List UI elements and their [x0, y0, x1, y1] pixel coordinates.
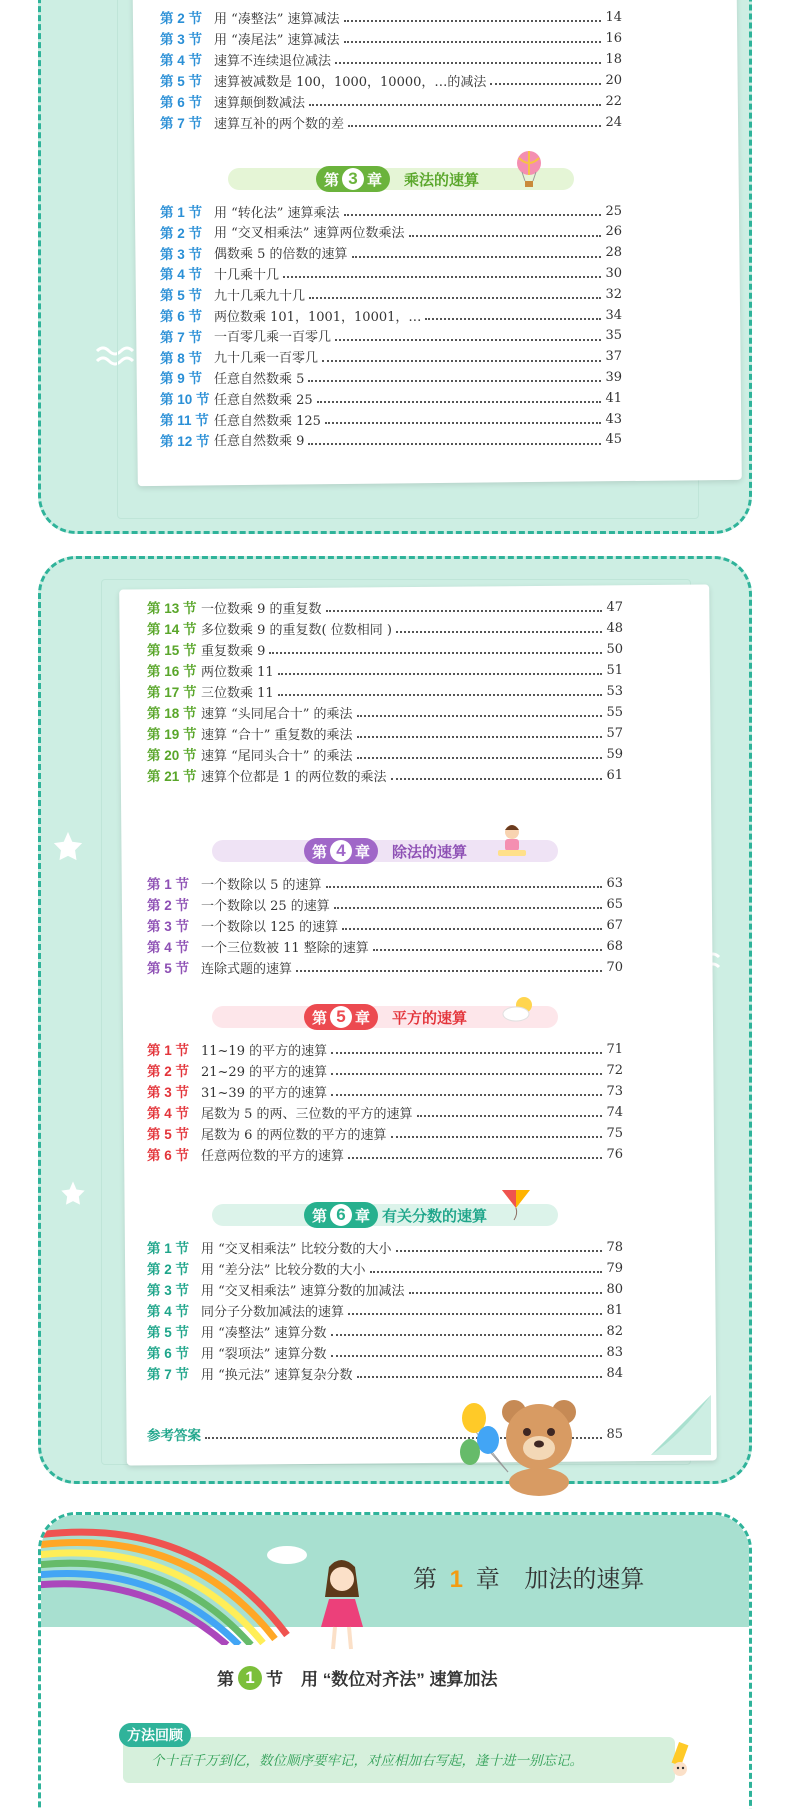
star-icon: [51, 829, 85, 863]
toc-entry[interactable]: [160, 69, 622, 91]
toc-entry[interactable]: [160, 429, 622, 451]
toc-page-number: 28: [605, 245, 622, 261]
toc-page-number: 51: [606, 662, 623, 678]
leader-dots: [357, 736, 603, 738]
toc-section-number: 第 3 节: [160, 32, 203, 47]
toc-section-number: 第 1 节: [147, 1043, 190, 1058]
toc-entry[interactable]: [147, 893, 623, 915]
toc-section-title: 一个数除以 25 的速算: [201, 898, 330, 914]
leader-dots: [342, 928, 602, 930]
toc-section-number: 第 10 节: [160, 392, 210, 408]
toc-section-title: 速算个位都是 1 的两位数的乘法: [201, 769, 387, 785]
chapter-1-header: [413, 1559, 644, 1594]
toc-section-title: 用 “裂项法” 速算分数: [201, 1346, 327, 1362]
toc-section-number: 第 15 节: [147, 643, 197, 658]
leader-dots: [357, 715, 603, 717]
toc-page-number: 84: [606, 1365, 623, 1381]
toc-section-number: 第 4 节: [147, 940, 190, 955]
toc-page-number: 50: [606, 641, 623, 657]
toc-section-number: 第 5 节: [147, 1325, 190, 1340]
toc-page-number: 74: [606, 1104, 623, 1120]
toc-page-number: 24: [605, 114, 622, 130]
toc-entry[interactable]: [147, 764, 623, 786]
toc-section-number: 第 3 节: [147, 1085, 190, 1100]
toc-page-number: 63: [606, 875, 623, 891]
toc-section-number: 第 6 节: [147, 1148, 190, 1163]
toc-section-title: 用 “转化法” 速算乘法: [214, 205, 340, 221]
toc-entry[interactable]: [160, 242, 622, 264]
toc-section-number: 第 19 节: [147, 727, 197, 742]
girl-reading-icon: [492, 822, 532, 862]
chapter-1-number: 1: [449, 1566, 464, 1593]
toc-section-title: 速算 “头同尾合十” 的乘法: [201, 706, 353, 722]
leader-dots: [348, 1157, 602, 1159]
method-review-text: 个十百千万到亿，数位顺序要牢记，对应相加右写起，逢十进一别忘记。: [151, 1753, 583, 1769]
chapter-4-title: 除法的速算: [392, 844, 468, 861]
toc-entry[interactable]: [160, 346, 622, 368]
toc-section-number: 第 20 节: [147, 748, 197, 763]
leader-dots: [344, 41, 602, 43]
toc-entry[interactable]: [160, 48, 622, 70]
toc-section-title: 十几乘十几: [214, 267, 280, 283]
chapter-3-post: 章: [367, 171, 383, 189]
leader-dots: [269, 652, 602, 654]
toc-section-title: 一个数除以 5 的速算: [201, 877, 322, 893]
toc-section-title: 三位数乘 11: [201, 685, 274, 701]
leader-dots: [331, 1355, 603, 1357]
toc-page-number: 59: [606, 746, 623, 762]
section-1-title: 用 “数位对齐法” 速算加法: [301, 1670, 498, 1689]
toc-section-title: 用 “差分法” 比较分数的大小: [201, 1262, 366, 1278]
toc-entry[interactable]: [160, 6, 622, 28]
leader-dots: [409, 1292, 603, 1294]
toc-section-number: 第 17 节: [147, 685, 197, 700]
toc-page-number: 80: [606, 1281, 623, 1297]
toc-page-number: 14: [605, 9, 622, 25]
chapter-5-post: 章: [355, 1009, 371, 1027]
toc-section-title: 任意自然数乘 9: [214, 434, 305, 450]
leader-dots: [396, 631, 603, 633]
toc-page-number: 45: [605, 432, 622, 448]
toc-section-number: 第 18 节: [147, 706, 197, 721]
toc-page-number: 71: [606, 1041, 623, 1057]
toc-section-number: 第 5 节: [160, 288, 203, 304]
toc-section-title: 速算颠倒数减法: [214, 95, 306, 111]
toc-entry[interactable]: [147, 1320, 623, 1342]
leader-dots: [334, 907, 603, 909]
toc-entry[interactable]: [147, 1278, 623, 1300]
toc-page-number: 35: [605, 328, 622, 344]
toc-entry[interactable]: [147, 1038, 623, 1060]
toc-entry[interactable]: [160, 304, 622, 326]
toc-page-number: 75: [606, 1125, 623, 1141]
toc-section-title: 同分子分数加减法的速算: [201, 1304, 345, 1320]
leader-dots: [331, 1052, 602, 1054]
toc-section-number: 第 8 节: [160, 350, 203, 366]
leader-dots: [331, 1334, 603, 1336]
leader-dots: [317, 401, 602, 403]
bear-with-balloons-illustration: [460, 1392, 580, 1496]
toc-entry[interactable]: [160, 387, 622, 409]
chapter-5-pre: 第: [312, 1009, 328, 1027]
chapter-5-title: 平方的速算: [392, 1010, 468, 1027]
toc-entry[interactable]: [160, 408, 622, 430]
chapter-1-title: 加法的速算: [524, 1566, 645, 1593]
toc-page-number: 22: [605, 93, 622, 109]
toc-section-title: 任意自然数乘 5: [214, 371, 305, 387]
leader-dots: [331, 1073, 602, 1075]
leader-dots: [344, 20, 602, 22]
toc-entry[interactable]: [147, 1059, 623, 1081]
toc-entry[interactable]: [160, 366, 622, 388]
chapter-5-tag: [304, 1004, 378, 1030]
kite-icon: [498, 1186, 534, 1222]
toc-page-number: 55: [606, 704, 623, 720]
toc-section-title: 一个三位数被 11 整除的速算: [201, 940, 369, 956]
toc-section-number: 第 5 节: [147, 1127, 190, 1142]
toc-page-number: 72: [606, 1062, 623, 1078]
answers-label: 参考答案: [147, 1428, 201, 1443]
leader-dots: [322, 360, 601, 362]
toc-section-number: 第 7 节: [147, 1367, 190, 1382]
leader-dots: [326, 610, 603, 612]
toc-page-number: 81: [606, 1302, 623, 1318]
toc-page-number: 20: [605, 72, 622, 88]
toc-entry[interactable]: [160, 111, 622, 133]
toc-section-title: 用 “凑整法” 速算减法: [214, 11, 340, 27]
toc-section-title: 一百零几乘一百零几: [214, 330, 332, 346]
leader-dots: [391, 1136, 603, 1138]
toc-section-title: 一个数除以 125 的速算: [201, 919, 339, 935]
toc-page-number: 65: [606, 896, 623, 912]
toc-page-number: 41: [605, 390, 622, 406]
toc-section-title: 速算 “尾同头合十” 的乘法: [201, 748, 353, 764]
toc-entry[interactable]: [147, 935, 623, 957]
toc-page-number: 61: [606, 767, 623, 783]
leader-dots: [325, 422, 602, 424]
toc-section-number: 第 6 节: [147, 1346, 190, 1361]
leader-dots: [348, 125, 601, 127]
toc-section-number: 第 6 节: [160, 95, 203, 110]
toc-entry[interactable]: [147, 659, 623, 681]
toc-section-title: 两位数乘 11: [201, 664, 274, 680]
leader-dots: [352, 256, 602, 258]
leader-dots: [309, 104, 601, 106]
leader-dots: [283, 276, 601, 278]
toc-entry[interactable]: [147, 872, 623, 894]
toc-section-title: 用 “凑整法” 速算分数: [201, 1325, 327, 1341]
chapter-3-tag: [316, 166, 390, 192]
toc-section-number: 第 4 节: [147, 1304, 190, 1319]
toc-section-number: 第 13 节: [147, 601, 197, 616]
chapter-4-number: 4: [330, 840, 352, 862]
method-review-label: 方法回顾: [119, 1723, 191, 1747]
toc-entry[interactable]: [147, 1143, 623, 1165]
toc-entry[interactable]: [147, 1341, 623, 1363]
leader-dots: [373, 949, 603, 951]
toc-entry[interactable]: [160, 221, 622, 243]
toc-page-number: 76: [606, 1146, 623, 1162]
toc-page-number: 39: [605, 369, 622, 385]
toc-section-title: 两位数乘 101，1001，10001，…: [214, 309, 422, 325]
leader-dots: [357, 1376, 603, 1378]
toc-section-title: 任意自然数乘 125: [214, 413, 321, 429]
toc-entry[interactable]: [160, 262, 622, 284]
toc-section-number: 第 4 节: [147, 1106, 190, 1121]
answers-page: 85: [606, 1426, 623, 1442]
toc-entry[interactable]: [147, 638, 623, 660]
toc-page-number: 53: [606, 683, 623, 699]
section-1-post: 节: [266, 1670, 283, 1689]
toc-section-number: 第 5 节: [147, 961, 190, 976]
toc-page-number: 32: [605, 286, 622, 302]
toc-section-title: 任意两位数的平方的速算: [201, 1148, 345, 1164]
chapter-3-pre: 第: [324, 171, 340, 189]
chapter-6-title: 有关分数的速算: [382, 1208, 488, 1225]
toc-entry[interactable]: [147, 956, 623, 978]
leader-dots: [309, 297, 601, 299]
toc-entry[interactable]: [147, 1299, 623, 1321]
toc-section-number: 第 1 节: [147, 877, 190, 892]
toc-section-number: 第 7 节: [160, 329, 203, 345]
toc-page-number: 57: [606, 725, 623, 741]
toc-section-title: 31~39 的平方的速算: [201, 1085, 328, 1101]
toc-section-title: 尾数为 5 的两、三位数的平方的速算: [201, 1106, 413, 1122]
toc-section-number: 第 1 节: [160, 205, 203, 220]
toc-page-number: 47: [606, 599, 623, 615]
toc-page-number: 73: [606, 1083, 623, 1099]
toc-page-number: 25: [605, 203, 622, 219]
toc-section-number: 第 1 节: [147, 1241, 190, 1256]
section-1-pre: 第: [217, 1670, 234, 1689]
leader-dots: [331, 1094, 602, 1096]
toc-page-number: 37: [605, 349, 622, 365]
hot-air-balloon-icon: [514, 150, 544, 190]
leader-dots: [278, 694, 603, 696]
toc-section-number: 第 3 节: [147, 919, 190, 934]
toc-page-number: 16: [605, 30, 622, 46]
toc-section-number: 第 12 节: [160, 433, 210, 449]
sun-cloud-icon: [500, 994, 540, 1024]
chapter-6-number: 6: [330, 1204, 352, 1226]
toc-entry[interactable]: [147, 1080, 623, 1102]
toc-section-number: 第 14 节: [147, 622, 197, 637]
chapter-6-pre: 第: [312, 1207, 328, 1225]
toc-entry[interactable]: [147, 1257, 623, 1279]
leader-dots: [490, 83, 601, 85]
toc-page-number: 82: [606, 1323, 623, 1339]
toc-entry[interactable]: [147, 1122, 623, 1144]
toc-section-title: 偶数乘 5 的倍数的速算: [214, 247, 348, 263]
toc-section-title: 多位数乘 9 的重复数( 位数相同 ): [201, 622, 392, 638]
toc-section-title: 速算互补的两个数的差: [214, 116, 345, 132]
toc-section-number: 第 2 节: [160, 11, 203, 26]
toc-section-title: 用 “凑尾法” 速算减法: [214, 32, 340, 48]
toc-page-number: 48: [606, 620, 623, 636]
pencil-icon: [663, 1741, 697, 1777]
leader-dots: [409, 235, 602, 237]
chapter-3-number: 3: [342, 168, 364, 190]
toc-page-number: 43: [605, 411, 622, 427]
leader-dots: [391, 778, 603, 780]
chapter-4-post: 章: [355, 843, 371, 861]
leader-dots: [335, 339, 601, 341]
toc-section-title: 用 “交叉相乘法” 速算两位数乘法: [214, 226, 405, 242]
toc-entry[interactable]: [147, 1236, 623, 1258]
leader-dots: [308, 380, 601, 382]
toc-entry[interactable]: [147, 1362, 623, 1384]
section-1-header: [217, 1665, 497, 1690]
toc-section-number: 第 4 节: [160, 53, 203, 68]
leader-dots: [370, 1271, 603, 1273]
rainbow-illustration: [38, 1515, 317, 1645]
toc-section-title: 任意自然数乘 25: [214, 392, 313, 408]
toc-section-number: 第 4 节: [160, 267, 203, 283]
toc-section-number: 第 6 节: [160, 309, 203, 324]
toc-section-title: 11~19 的平方的速算: [201, 1043, 328, 1059]
toc-section-number: 第 11 节: [160, 413, 209, 428]
chapter-1-pre: 第: [413, 1566, 437, 1593]
toc-section-title: 九十几乘九十几: [214, 288, 306, 304]
toc-page-number: 70: [606, 959, 623, 975]
toc-section-title: 用 “交叉相乘法” 速算分数的加减法: [201, 1283, 405, 1299]
chapter-1-post: 章: [475, 1566, 500, 1593]
toc-section-number: 第 16 节: [147, 664, 197, 679]
toc-entry[interactable]: [147, 701, 623, 723]
chapter-3-title: 乘法的速算: [404, 172, 480, 189]
toc-entry[interactable]: [147, 680, 623, 702]
toc-page-number: 68: [606, 938, 623, 954]
section-1-number: 1: [238, 1666, 262, 1690]
toc-page-number: 34: [605, 307, 622, 323]
toc-page-number: 26: [605, 224, 622, 240]
chapter-4-tag: [304, 838, 378, 864]
toc-page-number: 30: [605, 265, 622, 281]
star-icon: [59, 1179, 87, 1207]
leader-dots: [344, 214, 602, 216]
toc-entry[interactable]: [160, 27, 622, 49]
toc-entry[interactable]: [147, 743, 623, 765]
toc-section-title: 连除式题的速算: [201, 961, 293, 977]
toc-page-number: 67: [606, 917, 623, 933]
toc-entry[interactable]: [147, 914, 623, 936]
toc-section-number: 第 2 节: [147, 1262, 190, 1277]
leader-dots: [417, 1115, 603, 1117]
toc-page-number: 78: [606, 1239, 623, 1255]
chapter-4-pre: 第: [312, 843, 328, 861]
toc-section-number: 第 3 节: [147, 1283, 190, 1298]
page-curl: [651, 1395, 711, 1455]
chapter-5-number: 5: [330, 1006, 352, 1028]
toc-section-title: 用 “换元法” 速算复杂分数: [201, 1367, 353, 1383]
toc-section-title: 九十几乘一百零几: [214, 351, 319, 367]
leader-dots: [278, 673, 603, 675]
toc-section-title: 重复数乘 9: [201, 643, 266, 659]
toc-entry[interactable]: [160, 200, 622, 222]
chapter-6-tag: [304, 1202, 378, 1228]
toc-entry[interactable]: [160, 325, 622, 347]
toc-section-title: 一位数乘 9 的重复数: [201, 601, 322, 617]
toc-section-number: 第 2 节: [147, 1064, 190, 1079]
toc-page-number: 83: [606, 1344, 623, 1360]
leader-dots: [326, 886, 603, 888]
toc-section-number: 第 9 节: [160, 371, 203, 387]
girl-illustration: [311, 1557, 371, 1657]
toc-section-title: 用 “交叉相乘法” 比较分数的大小: [201, 1241, 392, 1257]
toc-section-title: 尾数为 6 的两位数的平方的速算: [201, 1127, 387, 1143]
toc-entry[interactable]: [147, 617, 623, 639]
chapter-6-post: 章: [355, 1207, 371, 1225]
leader-dots: [296, 970, 602, 972]
leader-dots: [348, 1313, 602, 1315]
toc-page-number: 79: [606, 1260, 623, 1276]
leader-dots: [308, 443, 601, 445]
toc-entry[interactable]: [147, 596, 623, 618]
toc-section-number: 第 7 节: [160, 116, 203, 131]
toc-section-title: 速算被减数是 100，1000，10000，…的减法: [214, 74, 487, 90]
toc-page-number: 18: [605, 51, 622, 67]
toc-section-number: 第 2 节: [160, 225, 203, 241]
toc-entry[interactable]: [160, 90, 622, 112]
toc-entry[interactable]: [147, 1101, 623, 1123]
leader-dots: [396, 1250, 603, 1252]
toc-section-title: 速算不连续退位减法: [214, 53, 332, 69]
leader-dots: [357, 757, 603, 759]
toc-section-number: 第 3 节: [160, 246, 203, 262]
toc-section-number: 第 21 节: [147, 769, 197, 784]
toc-entry[interactable]: [160, 283, 622, 305]
toc-section-number: 第 5 节: [160, 74, 203, 89]
leader-dots: [335, 62, 601, 64]
toc-section-number: 第 2 节: [147, 898, 190, 913]
toc-entry[interactable]: [147, 722, 623, 744]
toc-section-title: 21~29 的平方的速算: [201, 1064, 328, 1080]
toc-section-title: 速算 “合十” 重复数的乘法: [201, 727, 353, 743]
leader-dots: [425, 318, 601, 320]
chapter1-page-card: [38, 1512, 752, 1809]
